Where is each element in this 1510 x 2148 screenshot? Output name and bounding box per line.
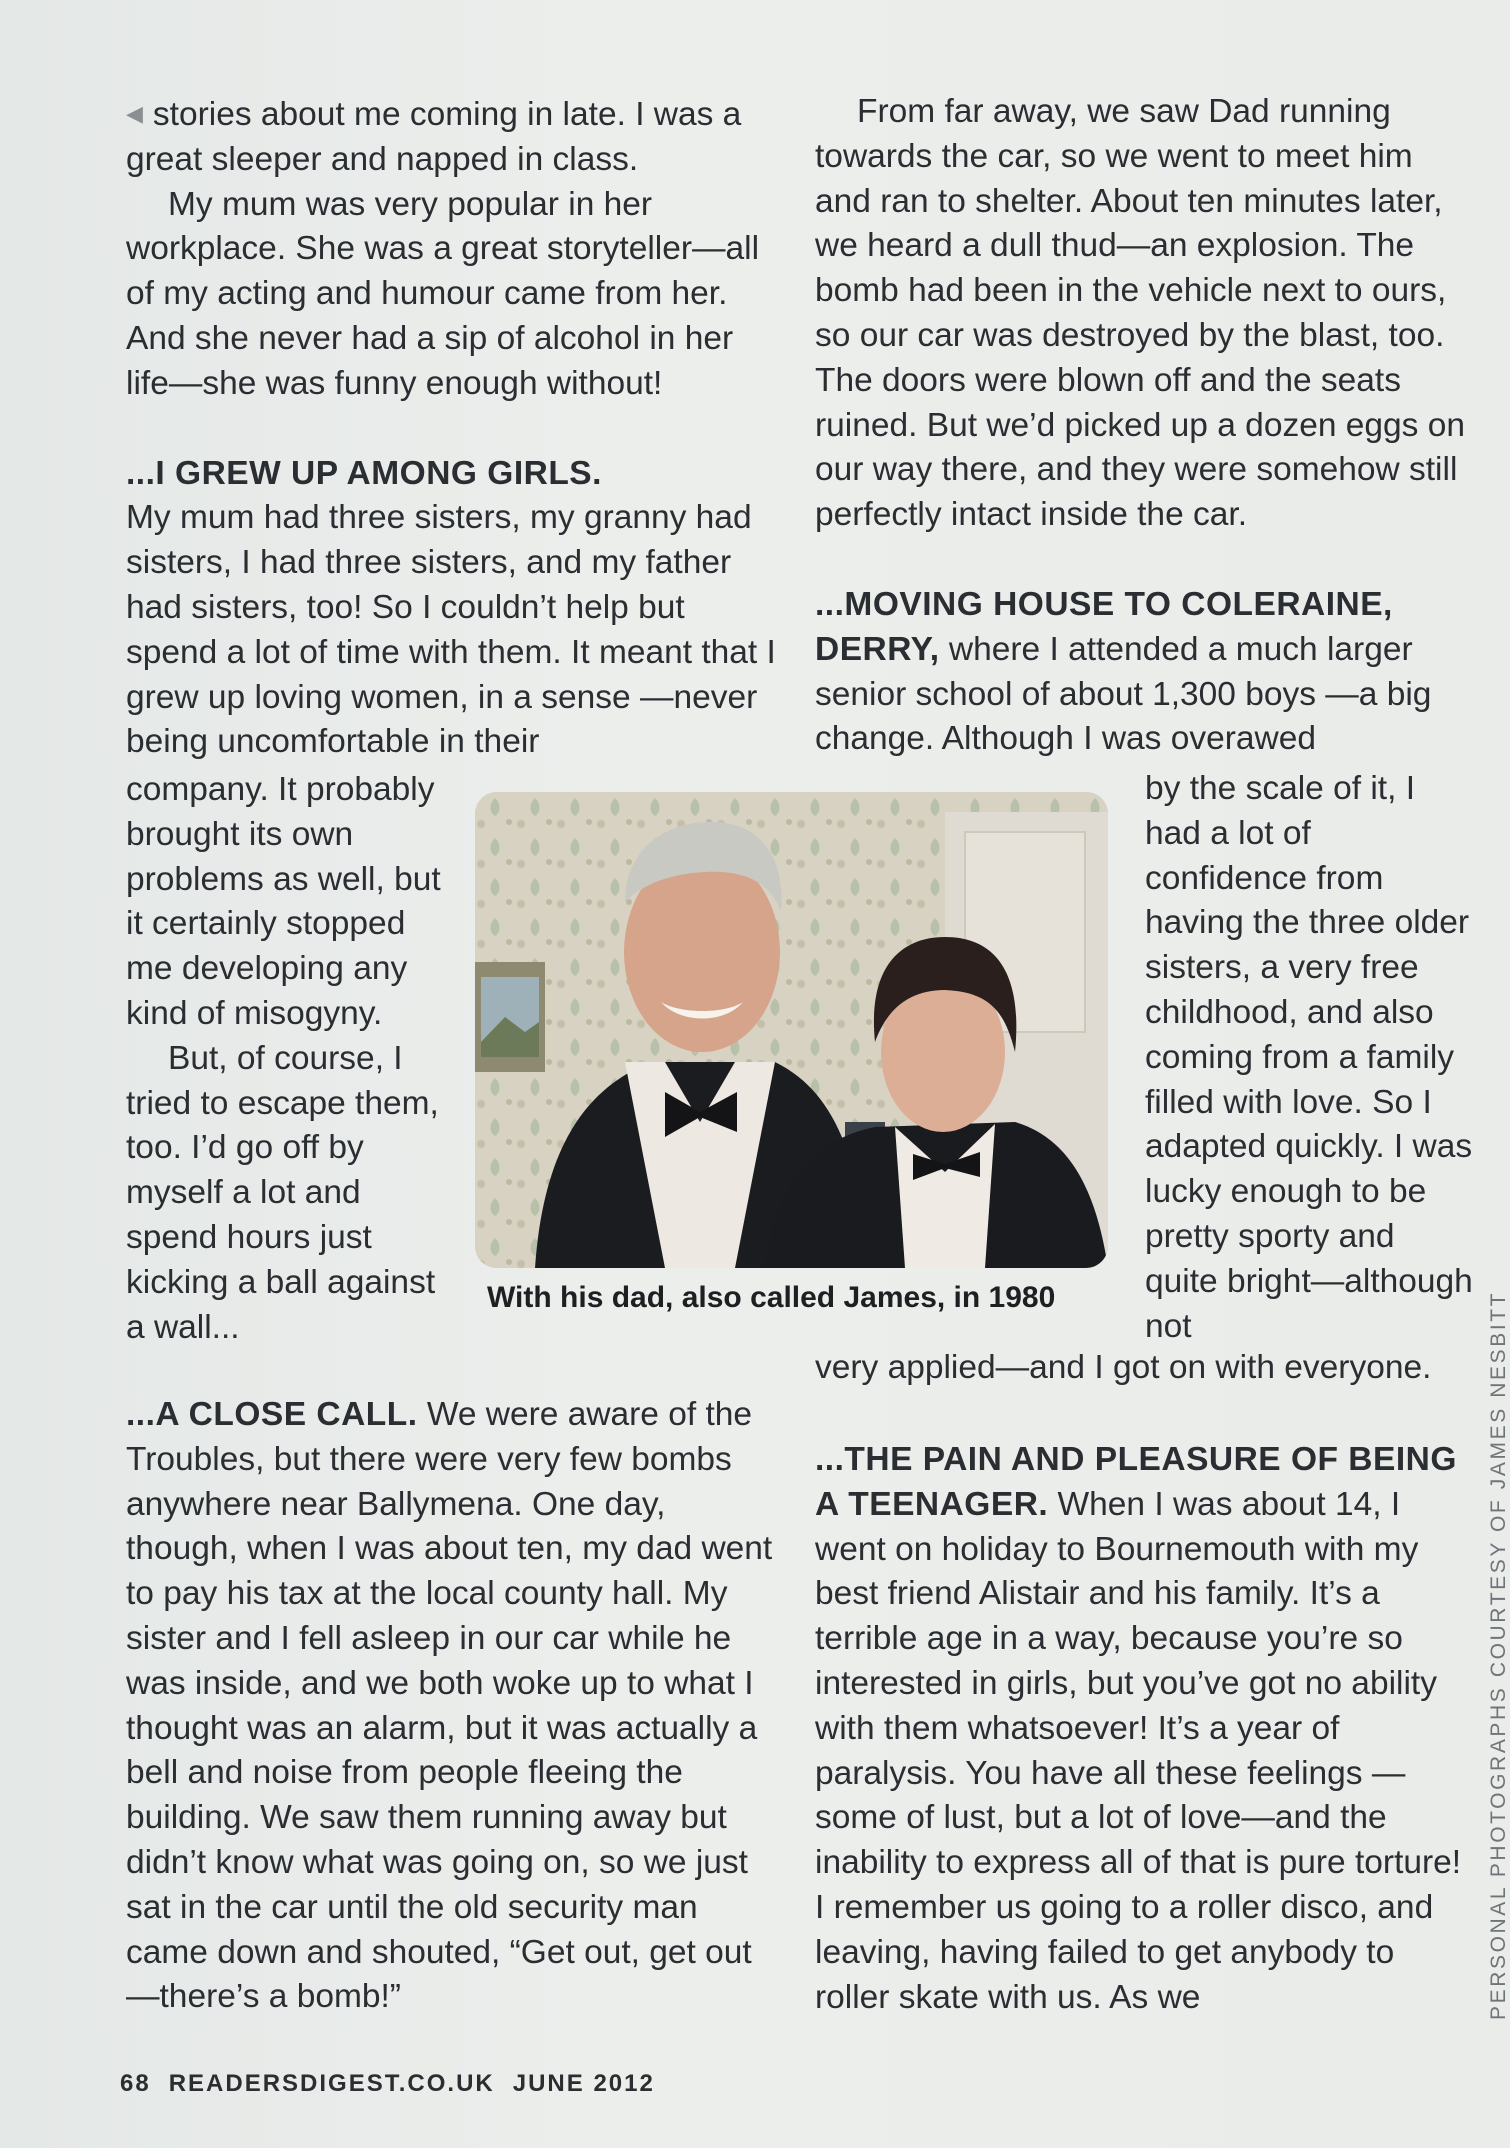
footer-issue: JUNE 2012 (512, 2070, 655, 2097)
left-wrap-paragraph-1: company. It probably brought its own problems as well, but it certainly stopped me developing any kind of misogyny. (126, 771, 441, 1032)
right-wrap-tail (815, 1346, 1475, 1391)
section-heading-close-call: ...A CLOSE CALL. (126, 1396, 418, 1433)
left-paragraph-1: ◀ stories about me coming in late. I was a great sleeper and napped in class. (126, 96, 742, 178)
right-column (815, 90, 1475, 762)
left-column (126, 92, 776, 765)
section-body-coleraine: where I attended a much larger senior school of about 1,300 boys —a big change. Although I was overawed (815, 630, 1432, 758)
page-number: 68 (120, 2070, 151, 2097)
left-wrap-text (126, 768, 456, 1350)
section-body-close-call: We were aware of the Troubles, but there were very few bombs anywhere near Ballymena. One day, though, when I was about ten, my dad went to pay his tax at the local county hall. My sister and I fell asleep in our car while he was inside, and we both woke up to what I thought was an alarm, but it was actually a bell and noise from people fleeing the building. We saw them running away but didn’t know what was going on, so we just sat in the car until the old security man came down and shouted, “Get out, get out—there’s a bomb!” (126, 1396, 773, 2016)
right-wrap-text (1145, 767, 1475, 1349)
page-footer (120, 2070, 673, 2098)
section-heading-coleraine: ...MOVING HOUSE TO COLERAINE, DERRY, (815, 585, 1393, 668)
section-body-girls: My mum had three sisters, my granny had sisters, I had three sisters, and my father had sisters, too! So I couldn’t help but spend a lot of time with them. It meant that I grew up loving women, in a sense —never being uncomfortable in their (126, 499, 776, 761)
section-heading-teenager: ...THE PAIN AND PLEASURE OF BEING A TEENAGER. (815, 1441, 1457, 1523)
left-wrap-paragraph-2: But, of course, I tried to escape them, too. I’d go off by myself a lot and spend hours just kicking a ball against a wall... (126, 1039, 439, 1346)
section-coleraine (815, 583, 1475, 762)
footer-site: READERSDIGEST.CO.UK (168, 2070, 495, 2097)
right-bottom-section (815, 1438, 1475, 2020)
left-bottom-section (126, 1393, 781, 2020)
section-close-call (126, 1393, 781, 2020)
section-teenager (815, 1438, 1475, 2020)
right-paragraph-1: From far away, we saw Dad running towards the car, so we went to meet him and ran to shelter. About ten minutes later, we heard a dull thud—an explosion. The bomb had been in the vehicle next to ours, so our car was destroyed by the blast, too. The doors were blown off and the seats ruined. But we’d picked up a dozen eggs on our way there, and they were somehow still perfectly intact inside the car. (815, 93, 1465, 534)
continued-arrow-icon: ◀ (126, 101, 143, 126)
left-paragraph-2: My mum was very popular in her workplace. She was a great storyteller—all of my acting and humour came from her. And she never had a sip of alcohol in her life—she was funny enough without! (126, 185, 760, 402)
right-wrap-tail-text: very applied—and I got on with everyone. (815, 1349, 1432, 1386)
photo-illustration (475, 792, 1108, 1268)
section-body-teenager: When I was about 14, I went on holiday to Bournemouth with my best friend Alistair and his family. It’s a terrible age in a way, because you’re so interested in girls, but you’ve got no ability with them whatsoever! It’s a year of paralysis. You have all these feelings —some of lust, but a lot of love—and the inability to express all of that is pure torture! I remember us going to a roller disco, and leaving, having failed to get anybody to roller skate with us. As we (815, 1485, 1462, 2016)
photo-credit: PERSONAL PHOTOGRAPHS COURTESY OF JAMES NESBITT (1487, 1290, 1510, 2020)
section-heading-girls: ...I GREW UP AMONG GIRLS. (126, 454, 602, 492)
right-wrap-paragraph: by the scale of it, I had a lot of confidence from having the three older sisters, a very free childhood, and also coming from a family filled with love. So I adapted quickly. I was lucky enough to be pretty sporty and quite bright—although not (1145, 770, 1473, 1345)
family-photo (475, 792, 1108, 1268)
photo-caption: With his dad, also called James, in 1980 (487, 1281, 1056, 1314)
